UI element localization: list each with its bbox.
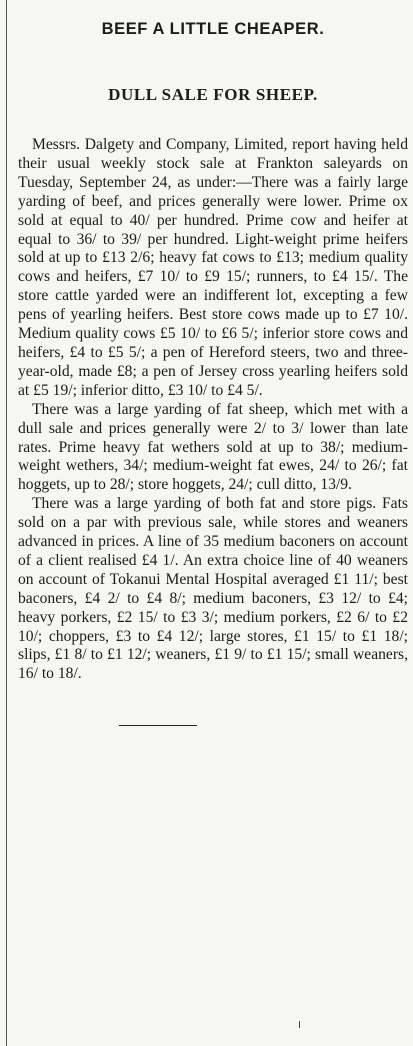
paragraph-pig-sale: There was a large yarding of both fat and store pigs. Fats sold on a par with previous sale, while stores and weaners advanced in prices. A line of 35 medium baconers on account of a client realised £4 1/. An extra choice line of 40 weaners on account of Tokanui Mental Hospital averaged £1 11/; best baconers, £4 2/ to £4 8/; medium baconers, £3 12/ to £4; heavy porkers, £2 15/ to £3 3/; medium porkers, £2 6/ to £2 10/; choppers, £3 to £4 12/; large stores, £1 15/ to £1 18/; slips, £1 8/ to £1 12/; weaners, £1 9/ to £1 15/; small weaners, 16/ to 18/. (18, 495, 408, 683)
paragraph-beef-sale: Messrs. Dalgety and Company, Limited, report having held their usual weekly stock sale at Frankton saleyards on Tuesday, September 24, as under:—There was a fairly large yarding of beef, and prices generally were lower. Prime ox sold at equal to 40/ per hundred. Prime cow and heifer at equal to 36/ to 39/ per hundred. Light-weight prime heifers sold at up to £13 2/6; heavy fat cows to £13; medium quality cows and heifers, £7 10/ to £9 15/; runners, to £4 15/. The store cattle yarded were an indifferent lot, excepting a few pens of yearling heifers. Best store cows made up to £7 10/. Medium quality cows £5 10/ to £6 5/; inferior store cows and heifers, £4 to £5 5/; a pen of Hereford steers, two and three-year-old, made £8; a pen of Jersey cross yearling heifers sold at £5 19/; inferior ditto, £3 10/ to £4 5/. (18, 136, 408, 399)
column-rule (6, 0, 7, 1046)
news-article (18, 0, 408, 726)
article-subheadline: DULL SALE FOR SHEEP. (108, 85, 318, 104)
end-divider (119, 725, 197, 726)
article-headline: BEEF A LITTLE CHEAPER. (101, 20, 325, 38)
paragraph-sheep-sale: There was a large yarding of fat sheep, which met with a dull sale and prices generally were 2/ to 3/ lower than late rates. Prime heavy fat wethers sold at up to 38/; medium-weight wethers, 34/; medium-weight fat ewes, 24/ to 26/; fat hoggets, up to 28/; store hoggets, 24/; cull ditto, 13/9. (18, 400, 408, 494)
print-mark (299, 1021, 300, 1028)
